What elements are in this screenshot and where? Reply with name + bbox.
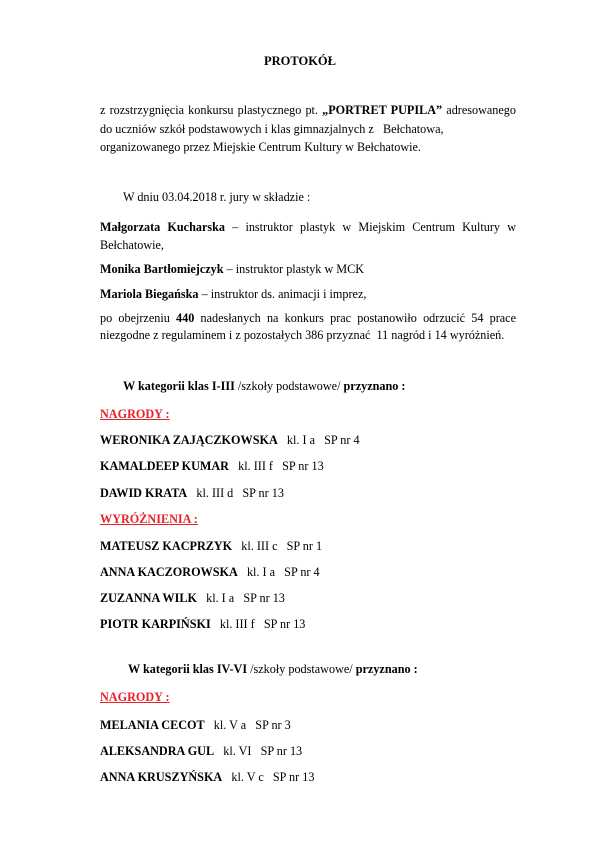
document-title: PROTOKÓŁ bbox=[263, 54, 336, 68]
winner-name: DAWID KRATA bbox=[100, 486, 188, 500]
jury-member-1 bbox=[100, 220, 516, 234]
category-awarded-label: przyznano : bbox=[355, 662, 418, 676]
winner-details: kl. VI SP nr 13 bbox=[223, 744, 303, 758]
award-entry bbox=[100, 744, 302, 758]
winner-details: kl. I a SP nr 4 bbox=[286, 433, 360, 447]
jury-member-role: – instruktor plastyk w MCK bbox=[226, 262, 365, 276]
award-entry bbox=[100, 770, 314, 784]
category-label: W kategorii klas I-III bbox=[123, 379, 235, 393]
intro-text-a: z rozstrzygnięcia konkursu plastycznego pt. bbox=[100, 103, 318, 117]
award-entry bbox=[100, 486, 284, 500]
winner-name: KAMALDEEP KUMAR bbox=[100, 459, 229, 473]
category-1-honors-label: WYRÓŻNIENIA : bbox=[100, 512, 198, 526]
winner-name: ALEKSANDRA GUL bbox=[100, 744, 215, 758]
category-awarded-label: przyznano : bbox=[343, 379, 406, 393]
honor-entry bbox=[100, 617, 305, 631]
winner-name: MELANIA CECOT bbox=[100, 718, 205, 732]
summary-text-a: po obejrzeniu bbox=[100, 311, 170, 325]
intro-line-2: do uczniów szkół podstawowych i klas gimnazjalnych z Bełchatowa, bbox=[100, 122, 444, 136]
category-2-heading bbox=[128, 662, 418, 676]
winner-name: ANNA KRUSZYŃSKA bbox=[100, 770, 223, 784]
winner-details: kl. V c SP nr 13 bbox=[231, 770, 315, 784]
honoree-details: kl. I a SP nr 4 bbox=[246, 565, 320, 579]
intro-line-3: organizowanego przez Miejskie Centrum Kultury w Bełchatowie. bbox=[100, 140, 421, 154]
jury-member-name: Małgorzata Kucharska bbox=[100, 220, 225, 234]
award-entry bbox=[100, 718, 291, 732]
category-1-heading bbox=[123, 379, 405, 393]
jury-member-1-role-cont: Bełchatowie, bbox=[100, 238, 164, 252]
category-school-type: /szkoły podstawowe/ bbox=[237, 379, 341, 393]
honoree-details: kl. III f SP nr 13 bbox=[219, 617, 306, 631]
jury-member-role: – instruktor plastyk w Miejskim Centrum Kultury w bbox=[232, 220, 516, 234]
honor-entry bbox=[100, 539, 322, 553]
jury-member-3 bbox=[100, 287, 366, 301]
submitted-count: 440 bbox=[176, 311, 195, 325]
summary-text-c: nadesłanych na konkurs prac postanowiło odrzucić 54 prace bbox=[200, 311, 516, 325]
honoree-name: ANNA KACZOROWSKA bbox=[100, 565, 238, 579]
category-2-awards-label: NAGRODY : bbox=[100, 690, 170, 704]
winner-details: kl. III f SP nr 13 bbox=[238, 459, 324, 473]
category-school-type: /szkoły podstawowe/ bbox=[250, 662, 353, 676]
jury-member-role: – instruktor ds. animacji i imprez, bbox=[201, 287, 367, 301]
honoree-details: kl. I a SP nr 13 bbox=[206, 591, 285, 605]
winner-name: WERONIKA ZAJĄCZKOWSKA bbox=[100, 433, 278, 447]
summary-line-1 bbox=[100, 311, 516, 325]
intro-text-c: adresowanego bbox=[446, 103, 516, 117]
intro-line-1 bbox=[100, 103, 516, 117]
summary-line-2: niezgodne z regulaminem i z pozostałych 386 przyznać 11 nagród i 14 wyróżnień. bbox=[100, 328, 505, 342]
honoree-details: kl. III c SP nr 1 bbox=[241, 539, 323, 553]
jury-intro: W dniu 03.04.2018 r. jury w składzie : bbox=[123, 190, 311, 204]
jury-member-2 bbox=[100, 262, 364, 276]
contest-title: „PORTRET PUPILA” bbox=[322, 103, 443, 117]
honoree-name: ZUZANNA WILK bbox=[100, 591, 197, 605]
honor-entry bbox=[100, 565, 320, 579]
jury-member-name: Monika Bartłomiejczyk bbox=[100, 262, 224, 276]
category-1-awards-label: NAGRODY : bbox=[100, 407, 170, 421]
winner-details: kl. III d SP nr 13 bbox=[196, 486, 284, 500]
honoree-name: MATEUSZ KACPRZYK bbox=[100, 539, 233, 553]
category-label: W kategorii klas IV-VI bbox=[128, 662, 248, 676]
honor-entry bbox=[100, 591, 285, 605]
jury-member-name: Mariola Biegańska bbox=[100, 287, 199, 301]
award-entry bbox=[100, 459, 324, 473]
winner-details: kl. V a SP nr 3 bbox=[213, 718, 291, 732]
honoree-name: PIOTR KARPIŃSKI bbox=[100, 617, 211, 631]
award-entry bbox=[100, 433, 360, 447]
